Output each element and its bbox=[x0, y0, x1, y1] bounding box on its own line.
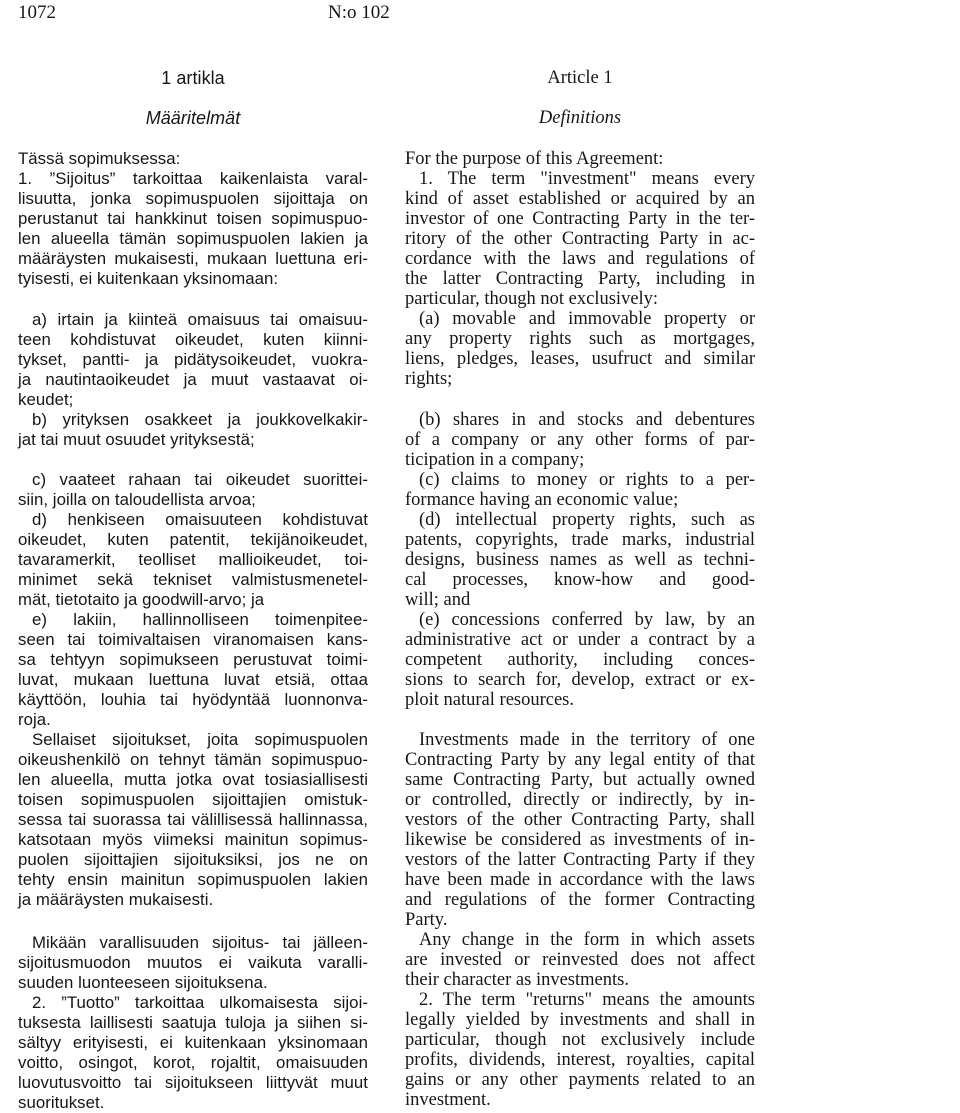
text-line-english: (d) intellectual property rights, such as bbox=[419, 510, 755, 530]
text-line-english: ritory of the other Contracting Party in ac- bbox=[405, 229, 755, 249]
text-line-english: Any change in the form in which assets bbox=[419, 930, 755, 950]
text-line-english: will; and bbox=[405, 590, 471, 610]
text-line-finnish: luovutusvoitto tai sijoitukseen liittyvät muut bbox=[18, 1073, 368, 1092]
text-line-finnish: d) henkiseen omaisuuteen kohdistuvat bbox=[32, 510, 368, 529]
text-line-finnish: luvat, mukaan luettuna luvat etsiä, ottaa bbox=[18, 670, 368, 689]
page-number: 1072 bbox=[18, 2, 56, 23]
text-line-english: are invested or reinvested does not affect bbox=[405, 950, 755, 970]
text-line-finnish: 1. ”Sijoitus” tarkoittaa kaikenlaista varal- bbox=[18, 169, 368, 188]
text-line-finnish: oikeushenkilö on tehnyt tämän sopimuspuo- bbox=[18, 750, 368, 769]
text-line-english: have been made in accordance with the laws bbox=[405, 870, 755, 890]
text-line-finnish: sältyy erityisesti, ei kuitenkaan yksinomaan bbox=[18, 1033, 368, 1052]
text-line-english: cal processes, know-how and good- bbox=[405, 570, 755, 590]
text-line-finnish: Tässä sopimuksessa: bbox=[18, 149, 181, 168]
text-line-finnish: sessa tai suorassa tai välillisessä hallinnassa, bbox=[18, 810, 368, 829]
text-line-english: any property rights such as mortgages, bbox=[405, 329, 755, 349]
text-line-finnish: voitto, osingot, korot, rojaltit, omaisuuden bbox=[18, 1053, 368, 1072]
text-line-finnish: b) yrityksen osakkeet ja joukkovelkakir- bbox=[32, 410, 368, 429]
text-line-english: 2. The term "returns" means the amounts bbox=[419, 990, 755, 1010]
text-line-english: particular, though not exclusively include bbox=[405, 1030, 755, 1050]
text-line-finnish: ja määräysten mukaisesti. bbox=[18, 890, 214, 909]
text-line-finnish: ja nautintaoikeudet ja muut vastaavat oi- bbox=[18, 370, 368, 389]
section-title-en: Definitions bbox=[538, 108, 622, 128]
text-line-finnish: tuksesta laillisesti saatuja tuloja ja siihen si- bbox=[18, 1013, 368, 1032]
article-heading-en: Article 1 bbox=[547, 68, 613, 88]
text-line-finnish: c) vaateet rahaan tai oikeudet suorittei- bbox=[32, 470, 368, 489]
text-line-finnish: keudet; bbox=[18, 390, 74, 409]
text-line-english: For the purpose of this Agreement: bbox=[405, 149, 664, 169]
text-line-english: Party. bbox=[405, 910, 448, 930]
text-line-english: the latter Contracting Party, including in bbox=[405, 269, 755, 289]
text-line-english: cordance with the laws and regulations of bbox=[405, 249, 755, 269]
text-line-finnish: len alueella, mutta jotka ovat tosiasiallisesti bbox=[18, 770, 368, 789]
section-title-fi: Määritelmät bbox=[145, 108, 241, 128]
text-line-english: liens, pledges, leases, usufruct and similar bbox=[405, 349, 755, 369]
text-line-finnish: tyisesti, ei kuitenkaan yksinomaan: bbox=[18, 269, 279, 288]
text-line-finnish: Sellaiset sijoitukset, joita sopimuspuolen bbox=[32, 730, 368, 749]
text-line-english: (e) concessions conferred by law, by an bbox=[419, 610, 755, 630]
text-line-finnish: minimet sekä tekniset valmistusmenetel- bbox=[18, 570, 368, 589]
text-line-english: investment. bbox=[405, 1090, 491, 1110]
text-line-english: rights; bbox=[405, 369, 453, 389]
text-line-english: (b) shares in and stocks and debentures bbox=[419, 410, 755, 430]
text-line-english: particular, though not exclusively: bbox=[405, 289, 659, 309]
text-line-finnish: teen kohdistuvat oikeudet, kuten kiinni- bbox=[18, 330, 368, 349]
text-line-english: sions to search for, develop, extract or ex- bbox=[405, 670, 755, 690]
text-line-english: ticipation in a company; bbox=[405, 450, 585, 470]
text-line-finnish: roja. bbox=[18, 710, 51, 729]
text-line-english: designs, business names as well as techni- bbox=[405, 550, 755, 570]
text-line-english: and regulations of the former Contracting bbox=[405, 890, 755, 910]
text-line-finnish: suoritukset. bbox=[18, 1093, 105, 1112]
text-line-english: kind of asset established or acquired by an bbox=[405, 189, 755, 209]
text-line-finnish: seen tai toimivaltaisen viranomaisen kans- bbox=[18, 630, 368, 649]
finnish-column bbox=[18, 0, 368, 1113]
text-line-finnish: lisuutta, jonka sopimuspuolen sijoittaja on bbox=[18, 189, 368, 208]
text-line-english: 1. The term "investment" means every bbox=[419, 169, 755, 189]
article-heading-fi: 1 artikla bbox=[161, 68, 225, 88]
text-line-english: administrative act or under a contract by a bbox=[405, 630, 755, 650]
text-line-finnish: tavaramerkit, teolliset mallioikeudet, toi- bbox=[18, 550, 368, 569]
text-line-english: legally yielded by investments and shall in bbox=[405, 1010, 755, 1030]
text-line-finnish: tehty ensin mainitun sopimuspuolen lakien bbox=[18, 870, 368, 889]
text-line-finnish: siin, joilla on taloudellista arvoa; bbox=[18, 490, 256, 509]
text-line-finnish: määräysten mukaisesti, mukaan luettuna eri- bbox=[18, 249, 368, 268]
text-line-finnish: tykset, pantti- ja pidätysoikeudet, vuokra- bbox=[18, 350, 368, 369]
issue-number: N:o 102 bbox=[328, 2, 390, 23]
text-line-finnish: oikeudet, kuten patentit, tekijänoikeudet, bbox=[18, 530, 368, 549]
text-line-finnish: mät, tietotaito ja goodwill-arvo; ja bbox=[18, 590, 265, 609]
text-line-finnish: Mikään varallisuuden sijoitus- tai jälleen- bbox=[32, 933, 368, 952]
text-line-finnish: jat tai muut osuudet yrityksestä; bbox=[18, 430, 255, 449]
text-line-finnish: perustanut tai hankkinut toisen sopimuspuo- bbox=[18, 209, 368, 228]
text-line-finnish: e) lakiin, hallinnolliseen toimenpitee- bbox=[32, 610, 368, 629]
text-line-english: gains or any other payments related to an bbox=[405, 1070, 755, 1090]
text-line-english: profits, dividends, interest, royalties, capital bbox=[405, 1050, 755, 1070]
text-line-finnish: toisen sopimuspuolen sijoittajien omistuk- bbox=[18, 790, 368, 809]
text-line-english: (a) movable and immovable property or bbox=[419, 309, 755, 329]
text-line-english: vestors of the latter Contracting Party if they bbox=[405, 850, 755, 870]
text-line-english: same Contracting Party, but actually owned bbox=[405, 770, 755, 790]
text-line-english: formance having an economic value; bbox=[405, 490, 679, 510]
text-line-english: investor of one Contracting Party in the ter- bbox=[405, 209, 755, 229]
text-line-finnish: puolen sijoittajien sijoituksiksi, jos ne on bbox=[18, 850, 368, 869]
text-line-english: ploit natural resources. bbox=[405, 690, 575, 710]
text-line-finnish: suuden luonteeseen sijoituksena. bbox=[18, 973, 268, 992]
text-line-english: Contracting Party by any legal entity of that bbox=[405, 750, 755, 770]
text-line-english: likewise be considered as investments of in- bbox=[405, 830, 755, 850]
text-line-finnish: len alueella tämän sopimuspuolen lakien ja bbox=[18, 229, 368, 248]
text-line-finnish: 2. ”Tuotto” tarkoittaa ulkomaisesta sijoi- bbox=[32, 993, 368, 1012]
text-line-finnish: sa tehtyyn sopimukseen perustuvat toimi- bbox=[18, 650, 368, 669]
text-line-english: vestors of the other Contracting Party, shall bbox=[405, 810, 755, 830]
text-line-english: their character as investments. bbox=[405, 970, 629, 990]
text-line-finnish: sijoitusmuodon muutos ei vaikuta varalli- bbox=[18, 953, 368, 972]
text-line-english: of a company or any other forms of par- bbox=[405, 430, 755, 450]
text-line-finnish: katsotaan myös viimeksi mainitun sopimus- bbox=[18, 830, 368, 849]
english-column bbox=[405, 0, 755, 1113]
text-line-finnish: käyttöön, louhia tai hyödyntää luonnonva- bbox=[18, 690, 368, 709]
text-line-finnish: a) irtain ja kiinteä omaisuus tai omaisuu- bbox=[32, 310, 368, 329]
text-line-english: competent authority, including conces- bbox=[405, 650, 755, 670]
text-line-english: patents, copyrights, trade marks, industrial bbox=[405, 530, 755, 550]
text-line-english: (c) claims to money or rights to a per- bbox=[419, 470, 755, 490]
text-line-english: or controlled, directly or indirectly, by in- bbox=[405, 790, 755, 810]
text-line-english: Investments made in the territory of one bbox=[419, 730, 755, 750]
